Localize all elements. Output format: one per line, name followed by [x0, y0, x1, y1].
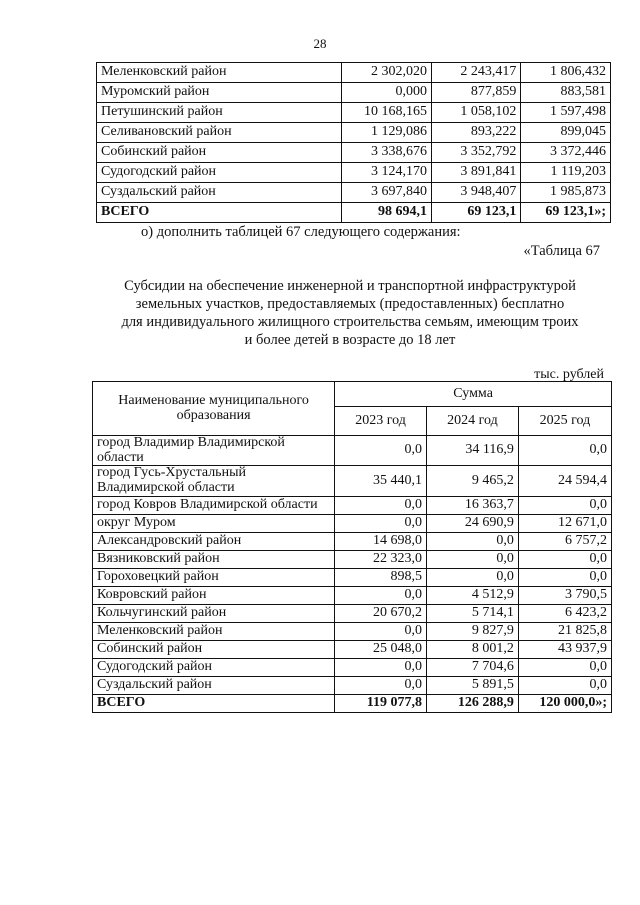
table-label: «Таблица 67 [523, 243, 600, 259]
header-name: Наименование муниципального образования [93, 382, 335, 436]
row-name-cell: Суздальский район [93, 676, 335, 694]
value-cell: 893,222 [431, 123, 520, 143]
table-row [97, 83, 611, 103]
value-cell: 22 323,0 [335, 550, 427, 568]
value-cell: 0,0 [427, 532, 519, 550]
value-cell: 0,0 [427, 568, 519, 586]
value-cell: 0,0 [518, 436, 611, 466]
value-cell: 5 891,5 [427, 676, 519, 694]
table-title [90, 278, 610, 350]
value-cell: 4 512,9 [427, 586, 519, 604]
table-row [93, 466, 612, 496]
row-name-cell: Петушинский район [97, 103, 342, 123]
header-year-2023: 2023 год [335, 407, 427, 436]
value-cell: 2 243,417 [431, 63, 520, 83]
value-cell: 3 790,5 [518, 586, 611, 604]
value-cell: 3 338,676 [342, 143, 432, 163]
unit-label: тыс. рублей [534, 367, 604, 382]
value-cell: 1 806,432 [521, 63, 611, 83]
total-label-cell: ВСЕГО [97, 203, 342, 223]
value-cell: 3 124,170 [342, 163, 432, 183]
value-cell: 12 671,0 [518, 514, 611, 532]
value-cell: 3 948,407 [431, 183, 520, 203]
value-cell: 34 116,9 [427, 436, 519, 466]
page-number: 28 [313, 36, 327, 51]
value-cell: 0,0 [335, 436, 427, 466]
title-line: и более детей в возрасте до 18 лет [244, 331, 456, 348]
table-row [93, 550, 612, 568]
value-cell: 6 757,2 [518, 532, 611, 550]
value-cell: 0,0 [335, 586, 427, 604]
table-row [93, 568, 612, 586]
value-cell: 0,0 [518, 658, 611, 676]
value-cell: 1 058,102 [431, 103, 520, 123]
value-cell: 0,0 [335, 676, 427, 694]
title-line: земельных участков, предоставляемых (предоставленных) бесплатно [135, 295, 565, 312]
table-row [93, 676, 612, 694]
table-row [97, 103, 611, 123]
value-cell: 20 670,2 [335, 604, 427, 622]
value-cell: 0,0 [518, 676, 611, 694]
value-cell: 5 714,1 [427, 604, 519, 622]
row-name-cell: город Владимир Владимирской области [93, 436, 335, 466]
value-cell: 9 827,9 [427, 622, 519, 640]
table-row [93, 640, 612, 658]
total-row [93, 694, 612, 712]
table-row [93, 496, 612, 514]
value-cell: 0,0 [335, 622, 427, 640]
value-cell: 8 001,2 [427, 640, 519, 658]
total-value-cell: 69 123,1»; [521, 203, 611, 223]
row-name-cell: Муромский район [97, 83, 342, 103]
value-cell: 7 704,6 [427, 658, 519, 676]
value-cell: 1 597,498 [521, 103, 611, 123]
total-value-cell: 120 000,0»; [518, 694, 611, 712]
table-row [93, 514, 612, 532]
value-cell: 0,0 [335, 658, 427, 676]
table-row [93, 436, 612, 466]
row-name-cell: Меленковский район [97, 63, 342, 83]
total-label-cell: ВСЕГО [93, 694, 335, 712]
header-sum: Сумма [335, 382, 612, 407]
value-cell: 0,000 [342, 83, 432, 103]
subsidy-table [92, 381, 612, 713]
row-name-cell: Собинский район [93, 640, 335, 658]
title-line: для индивидуального жилищного строительства семьям, имеющим троих [121, 313, 579, 330]
value-cell: 14 698,0 [335, 532, 427, 550]
row-name-cell: Ковровский район [93, 586, 335, 604]
value-cell: 3 372,446 [521, 143, 611, 163]
row-name-cell: Александровский район [93, 532, 335, 550]
value-cell: 899,045 [521, 123, 611, 143]
value-cell: 16 363,7 [427, 496, 519, 514]
total-row [97, 203, 611, 223]
row-name-cell: Гороховецкий район [93, 568, 335, 586]
value-cell: 1 985,873 [521, 183, 611, 203]
value-cell: 10 168,165 [342, 103, 432, 123]
header-year-2025: 2025 год [518, 407, 611, 436]
header-year-2024: 2024 год [427, 407, 519, 436]
row-name-cell: город Ковров Владимирской области [93, 496, 335, 514]
table-row [93, 604, 612, 622]
value-cell: 43 937,9 [518, 640, 611, 658]
value-cell: 0,0 [427, 550, 519, 568]
total-value-cell: 69 123,1 [431, 203, 520, 223]
row-name-cell: Селивановский район [97, 123, 342, 143]
value-cell: 6 423,2 [518, 604, 611, 622]
value-cell: 21 825,8 [518, 622, 611, 640]
value-cell: 24 594,4 [518, 466, 611, 496]
value-cell: 0,0 [335, 496, 427, 514]
value-cell: 877,859 [431, 83, 520, 103]
total-value-cell: 126 288,9 [427, 694, 519, 712]
table-row [97, 163, 611, 183]
table-row [93, 586, 612, 604]
row-name-cell: округ Муром [93, 514, 335, 532]
table-row [93, 658, 612, 676]
value-cell: 0,0 [518, 550, 611, 568]
total-value-cell: 98 694,1 [342, 203, 432, 223]
table-row [97, 143, 611, 163]
value-cell: 0,0 [518, 568, 611, 586]
value-cell: 3 352,792 [431, 143, 520, 163]
value-cell: 0,0 [335, 514, 427, 532]
value-cell: 24 690,9 [427, 514, 519, 532]
row-name-cell: Судогодский район [93, 658, 335, 676]
value-cell: 2 302,020 [342, 63, 432, 83]
value-cell: 1 129,086 [342, 123, 432, 143]
table-row [93, 532, 612, 550]
row-name-cell: Собинский район [97, 143, 342, 163]
value-cell: 1 119,203 [521, 163, 611, 183]
table-row [97, 123, 611, 143]
row-name-cell: Судогодский район [97, 163, 342, 183]
value-cell: 0,0 [518, 496, 611, 514]
table-continuation [96, 62, 611, 223]
row-name-cell: город Гусь-Хрустальный Владимирской области [93, 466, 335, 496]
total-value-cell: 119 077,8 [335, 694, 427, 712]
value-cell: 25 048,0 [335, 640, 427, 658]
instruction-text: о) дополнить таблицей 67 следующего содержания: [141, 224, 461, 240]
value-cell: 9 465,2 [427, 466, 519, 496]
row-name-cell: Меленковский район [93, 622, 335, 640]
value-cell: 3 891,841 [431, 163, 520, 183]
value-cell: 35 440,1 [335, 466, 427, 496]
title-line: Субсидии на обеспечение инженерной и транспортной инфраструктурой [124, 278, 576, 294]
row-name-cell: Кольчугинский район [93, 604, 335, 622]
table-row [97, 183, 611, 203]
value-cell: 898,5 [335, 568, 427, 586]
table-row [97, 63, 611, 83]
row-name-cell: Вязниковский район [93, 550, 335, 568]
row-name-cell: Суздальский район [97, 183, 342, 203]
table-row [93, 622, 612, 640]
value-cell: 3 697,840 [342, 183, 432, 203]
value-cell: 883,581 [521, 83, 611, 103]
